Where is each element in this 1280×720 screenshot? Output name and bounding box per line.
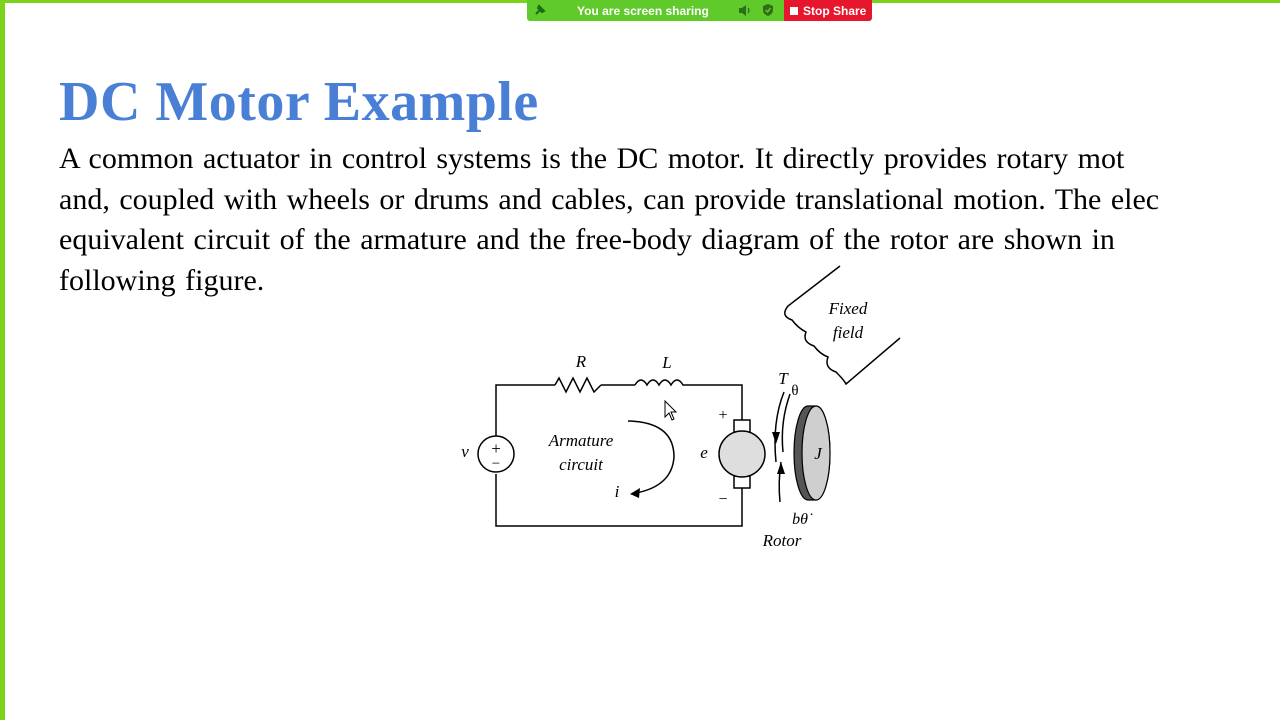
pin-icon[interactable] (533, 3, 547, 17)
emf-label: e (700, 443, 708, 462)
body-line: equivalent circuit of the armature and the free-body diagram of the rotor are shown in (59, 223, 1115, 256)
dc-motor-diagram (450, 262, 920, 562)
source-label: v (461, 442, 469, 461)
stop-share-label: Stop Share (803, 3, 867, 18)
armature-label-line1: Armature (548, 431, 614, 450)
mouse-pointer-icon (664, 400, 678, 422)
current-label: i (614, 482, 620, 501)
speaker-icon[interactable] (738, 4, 752, 17)
current-arrowhead-icon (630, 488, 640, 498)
field-label-line1: Fixed (828, 299, 868, 318)
share-status (527, 0, 784, 21)
body-line: A common actuator in control systems is the DC motor. It directly provides rotary mot (59, 142, 1125, 175)
theta-label: θ (791, 383, 799, 399)
theta-arrow (782, 394, 790, 452)
resistor-label: R (575, 352, 587, 371)
share-status-text: You are screen sharing (577, 4, 709, 18)
slide-title: DC Motor Example (59, 71, 539, 133)
resistor (555, 378, 601, 392)
shield-icon[interactable] (762, 3, 774, 17)
screen-share-toolbar (527, 0, 872, 21)
inductor (635, 380, 690, 385)
source-minus: − (491, 456, 501, 472)
stop-icon (790, 7, 798, 15)
inertia-label: J (814, 444, 822, 463)
armature-label-line2: circuit (559, 455, 603, 474)
inductor-label: L (662, 353, 672, 372)
source-plus: + (491, 439, 501, 458)
body-line: following figure. (59, 263, 265, 297)
stop-share-button[interactable] (784, 0, 872, 21)
emf-plus: + (718, 407, 728, 424)
motor-top-terminal (734, 420, 750, 432)
emf-minus: − (718, 491, 728, 508)
current-arrow (628, 421, 674, 493)
torque-label: T (778, 369, 788, 388)
field-label-line2: field (832, 323, 864, 342)
body-line: and, coupled with wheels or drums and cables, can provide translational motion. The elec (59, 182, 1160, 216)
damping-arrowhead-icon (777, 462, 785, 474)
torque-arrowhead-icon (772, 432, 780, 444)
motor-body (719, 431, 765, 477)
motor-bottom-terminal (734, 476, 750, 488)
damping-label: bθ̇ (792, 511, 808, 528)
rotor-label: Rotor (762, 531, 802, 550)
